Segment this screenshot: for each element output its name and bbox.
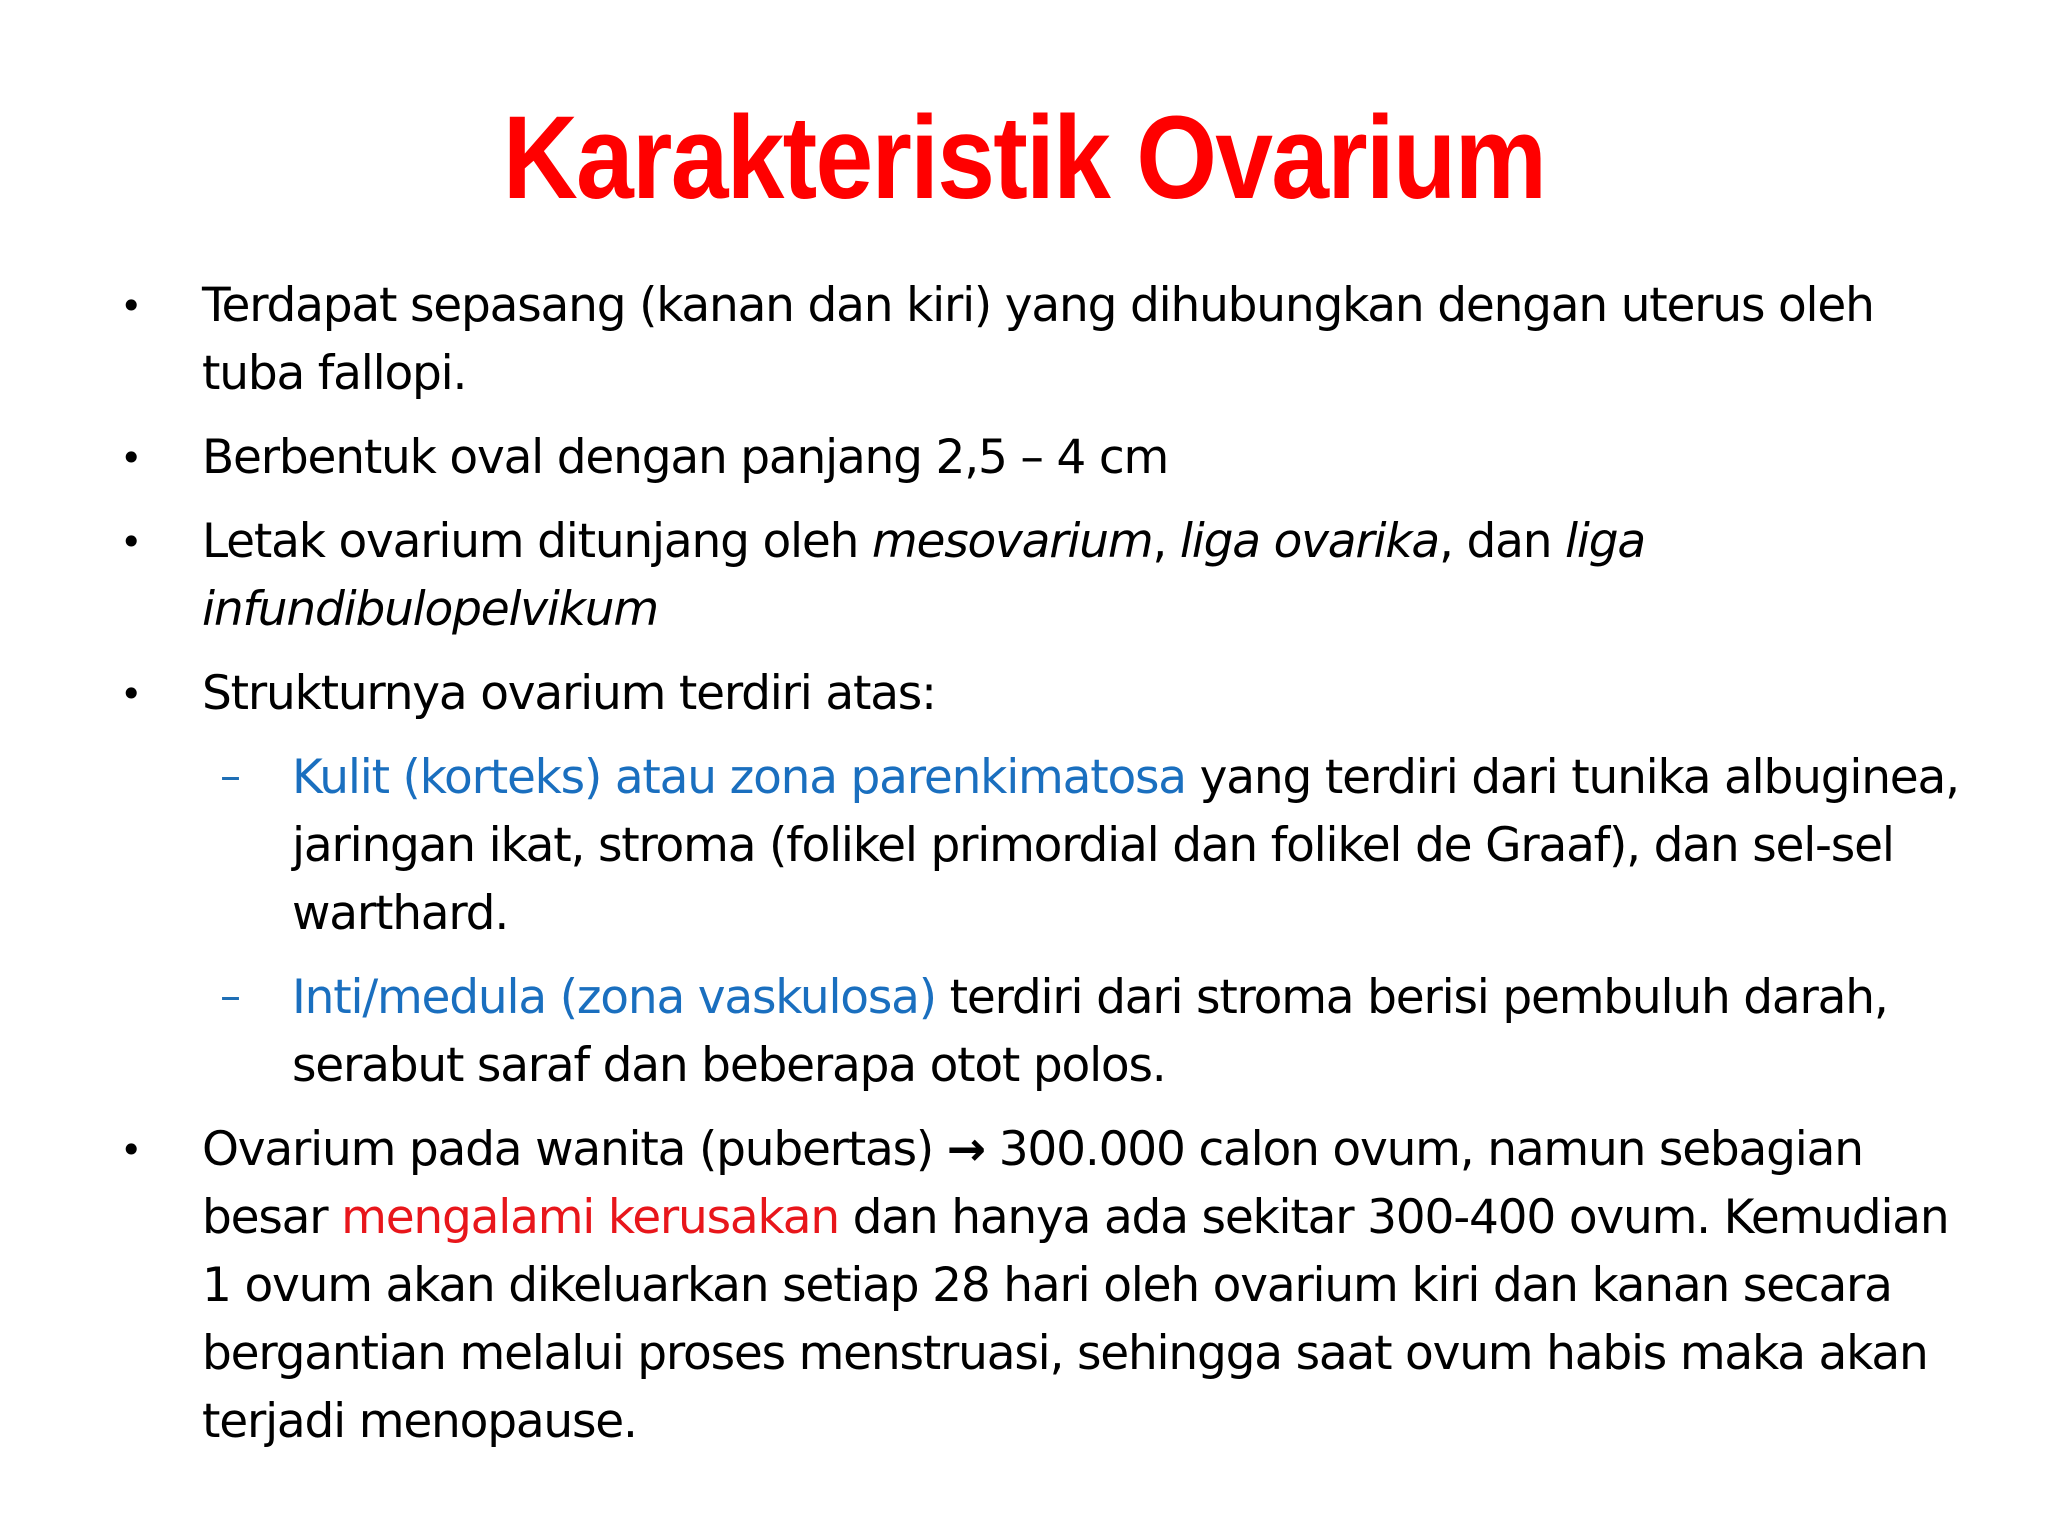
bullet-text: Terdapat sepasang (kanan dan kiri) yang dihubungkan dengan uterus oleh tuba fallopi. [202, 278, 1874, 401]
highlight-damage: mengalami kerusakan [341, 1190, 839, 1245]
bullet-icon: • [120, 672, 142, 716]
sub-item-text [292, 750, 1959, 941]
bullet-item-2 [120, 424, 1970, 492]
bullet-item-5 [120, 1116, 1970, 1456]
highlight-cortex: Kulit (korteks) atau zona parenkimatosa [292, 750, 1186, 805]
bullet-text: Strukturnya ovarium terdiri atas: [202, 666, 936, 721]
bullet-item-3 [120, 508, 1970, 644]
text-segment: , dan [1438, 514, 1566, 569]
text-segment: Letak ovarium ditunjang oleh [202, 514, 872, 569]
sub-item-text [292, 970, 1888, 1093]
arrow-right-icon: → [946, 1122, 985, 1177]
text-segment: Ovarium pada wanita (pubertas) [202, 1122, 947, 1177]
dash-icon: – [220, 971, 240, 1020]
italic-term-mesovarium: mesovarium [871, 514, 1153, 569]
bullet-text [202, 1122, 1949, 1449]
text-segment: , [1152, 514, 1180, 569]
sub-item-medulla [120, 964, 1970, 1100]
bullet-text: Berbentuk oval dengan panjang 2,5 – 4 cm [202, 430, 1169, 485]
bullet-icon: • [120, 284, 142, 328]
dash-icon: – [220, 751, 240, 800]
text-segment: 300.000 calon ovum, namun sebagian besar [202, 1122, 1863, 1245]
bullet-list [120, 272, 1970, 1472]
bullet-item-4 [120, 660, 1970, 728]
bullet-icon: • [120, 436, 142, 480]
bullet-text [202, 514, 1645, 637]
italic-term-liga-infundibulopelvikum: liga infundibulopelvikum [202, 514, 1645, 637]
italic-term-liga-ovarika: liga ovarika [1179, 514, 1439, 569]
sub-item-cortex [120, 744, 1970, 948]
highlight-medulla: Inti/medula (zona vaskulosa) [292, 970, 936, 1025]
text-segment: terdiri dari stroma berisi pembuluh darah, serabut saraf dan beberapa otot polos. [292, 970, 1888, 1093]
text-segment: dan hanya ada sekitar 300-400 ovum. Kemudian 1 ovum akan dikeluarkan setiap 28 hari oleh ovarium kiri dan kanan secara bergantian melalui proses menstruasi, sehingga saat ovum habis maka akan terjadi menopause. [202, 1190, 1949, 1449]
bullet-icon: • [120, 1128, 142, 1172]
bullet-icon: • [120, 520, 142, 564]
text-segment: yang terdiri dari tunika albuginea, jaringan ikat, stroma (folikel primordial dan folikel de Graaf), dan sel-sel warthard. [292, 750, 1959, 941]
slide-title: Karakteristik Ovarium [502, 92, 1546, 224]
bullet-item-1 [120, 272, 1970, 408]
